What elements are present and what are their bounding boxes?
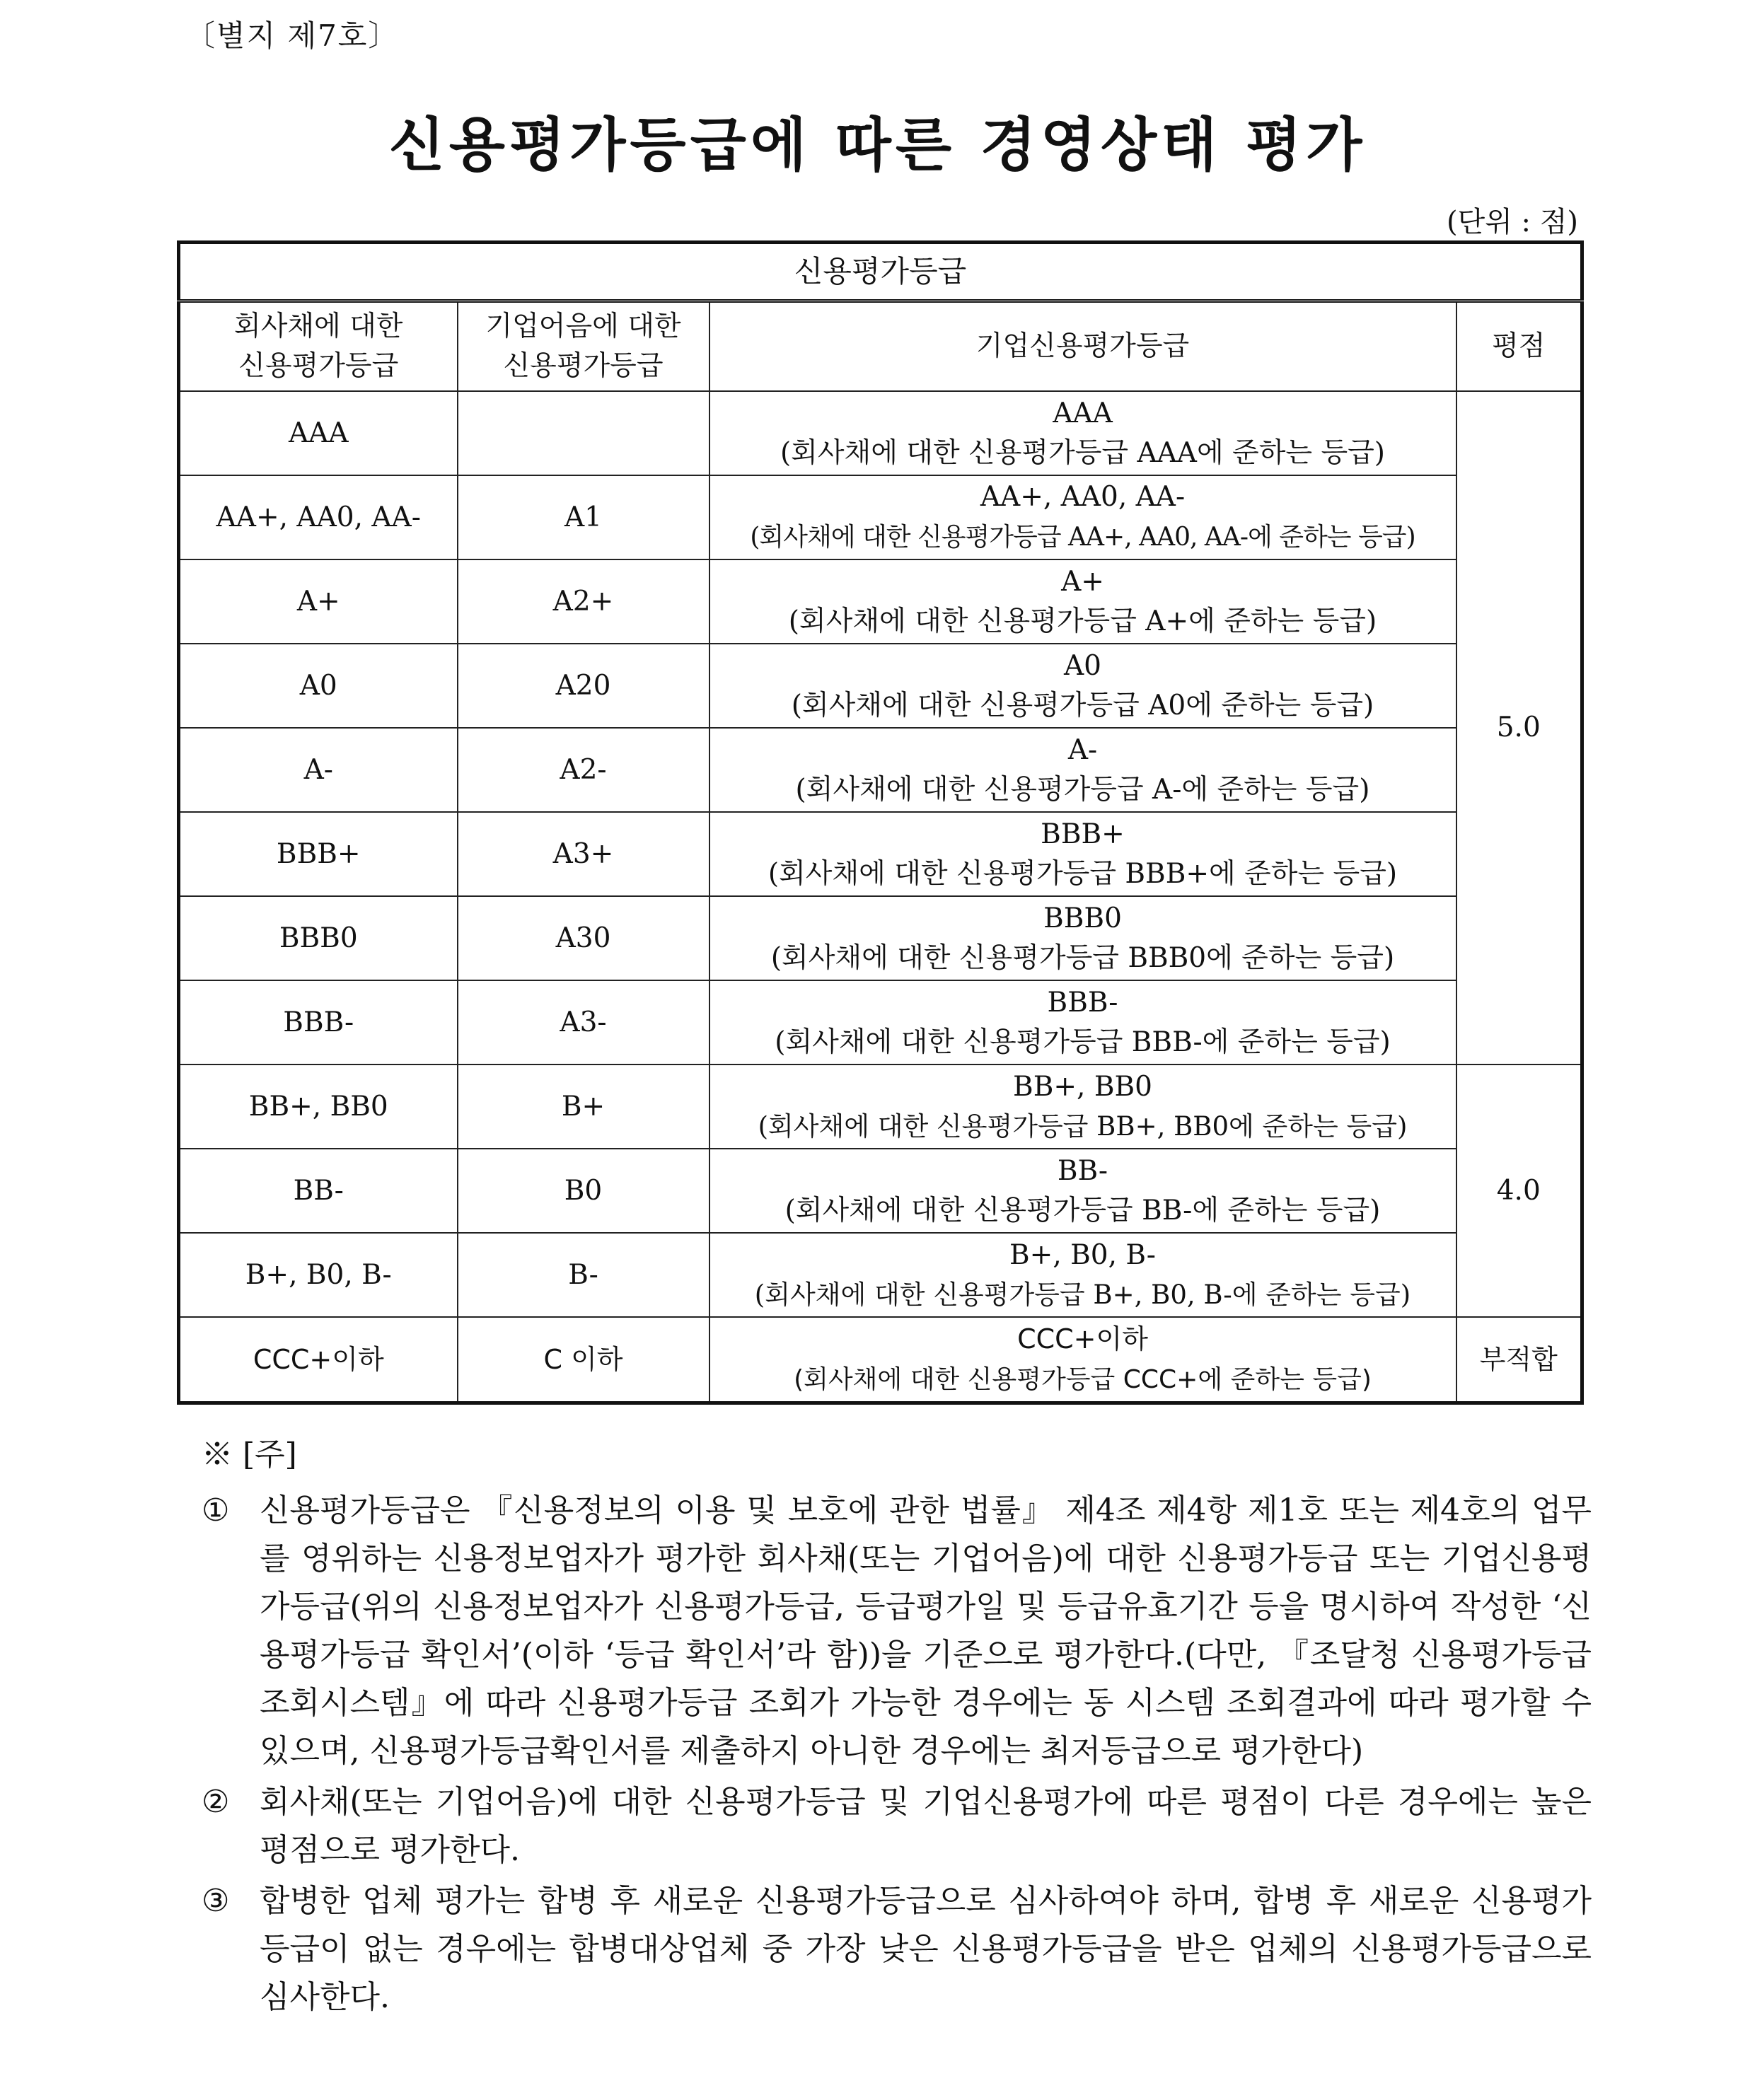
company-grade-cell — [709, 1233, 1456, 1317]
table-row — [179, 1317, 1582, 1403]
group-header: 신용평가등급 — [179, 243, 1582, 301]
bond-grade-cell: BB- — [179, 1149, 458, 1233]
grade-note: (회사채에 대한 신용평가등급 A-에 준하는 등급) — [795, 773, 1370, 806]
bond-grade-cell: BBB- — [179, 980, 458, 1064]
table-row — [179, 559, 1582, 644]
table-row — [179, 391, 1582, 475]
note-item — [202, 1877, 1592, 2021]
company-grade-cell — [709, 812, 1456, 896]
bond-grade-cell: AA+, AA0, AA- — [179, 475, 458, 559]
cp-grade-cell: A30 — [458, 896, 709, 980]
grade-value: AA+, AA0, AA- — [980, 481, 1186, 513]
score-cell: 5.0 — [1456, 391, 1582, 1064]
grade-value: CCC+이하 — [1017, 1323, 1148, 1354]
notes-heading: ※ [주] — [202, 1437, 297, 1473]
bond-grade-cell: A- — [179, 728, 458, 812]
grade-note: (회사채에 대한 신용평가등급 B+, B0, B-에 준하는 등급) — [754, 1279, 1411, 1310]
page-title: 신용평가등급에 따른 경영상태 평가 — [388, 111, 1367, 179]
table-row — [179, 1064, 1582, 1149]
grade-value: A- — [1067, 733, 1098, 766]
table-row — [179, 728, 1582, 812]
table-row — [179, 1149, 1582, 1233]
cp-grade-cell: C 이하 — [458, 1317, 709, 1403]
table-row — [179, 980, 1582, 1064]
note-number: ② — [202, 1784, 230, 1820]
grade-note: (회사채에 대한 신용평가등급 AA+, AA0, AA-에 준하는 등급) — [750, 523, 1415, 552]
score-cell: 4.0 — [1456, 1064, 1582, 1317]
grade-note: (회사채에 대한 신용평가등급 AAA에 준하는 등급) — [780, 436, 1386, 469]
unit-label: (단위 : 점) — [1446, 206, 1578, 238]
grade-note: (회사채에 대한 신용평가등급 A0에 준하는 등급) — [791, 689, 1374, 721]
annex-label: 〔별지 제7호〕 — [185, 18, 400, 53]
cp-grade-cell: A3+ — [458, 812, 709, 896]
grade-note: (회사채에 대한 신용평가등급 BBB+에 준하는 등급) — [768, 857, 1398, 890]
table-row — [179, 475, 1582, 559]
table-row — [179, 1233, 1582, 1317]
bond-grade-cell: CCC+이하 — [179, 1317, 458, 1403]
col-header-cp: 기업어음에 대한 신용평가등급 — [458, 301, 709, 392]
grade-value: BB+, BB0 — [1013, 1070, 1152, 1103]
grade-note: (회사채에 대한 신용평가등급 A+에 준하는 등급) — [788, 605, 1377, 637]
col-header-bond: 회사채에 대한 신용평가등급 — [179, 301, 458, 392]
note-item — [202, 1778, 1592, 1874]
table-row — [179, 812, 1582, 896]
grade-value: BBB- — [1047, 986, 1118, 1019]
grade-value: BB- — [1057, 1154, 1108, 1187]
grade-value: B+, B0, B- — [1009, 1238, 1156, 1271]
bond-grade-cell: BB+, BB0 — [179, 1064, 458, 1149]
note-text: 회사채(또는 기업어음)에 대한 신용평가등급 및 기업신용평가에 따른 평점이 다른 경우에는 높은 평점으로 평가한다. — [260, 1784, 1592, 1868]
col-header-score: 평점 — [1456, 301, 1582, 392]
grade-note: (회사채에 대한 신용평가등급 BBB0에 준하는 등급) — [770, 941, 1395, 974]
bond-grade-cell: B+, B0, B- — [179, 1233, 458, 1317]
cp-grade-cell: A2+ — [458, 559, 709, 644]
note-text: 합병한 업체 평가는 합병 후 새로운 신용평가등급으로 심사하여야 하며, 합병 후 새로운 신용평가 등급이 없는 경우에는 합병대상업체 중 가장 낮은 신용평가등급을 받은 업체의 신용평가등급으로 심사한다. — [260, 1883, 1592, 2015]
credit-grade-table — [177, 240, 1584, 1405]
company-grade-cell — [709, 1064, 1456, 1149]
grade-value: A0 — [1064, 649, 1101, 682]
grade-value: BBB0 — [1043, 902, 1122, 934]
bond-grade-cell: BBB+ — [179, 812, 458, 896]
grade-value: BBB+ — [1041, 818, 1125, 850]
notes-section — [202, 1429, 1592, 2024]
note-text: 신용평가등급은 『신용정보의 이용 및 보호에 관한 법률』 제4조 제4항 제1호 또는 제4호의 업무를 영위하는 신용정보업자가 평가한 회사채(또는 기업어음)에 대한 신용평가등급 또는 기업신용평가등급(위의 신용정보업자가 신용평가등급, 등급평가일 및 등급유효기간 등을 명시하여 작성한 ‘신용평가등급 확인서’(이하 ‘등급 확인서’라 함))을 기준으로 평가한다.(다만, 『조달청 신용평가등급 조회시스템』에 따라 신용평가등급 조회가 가능한 경우에는 동 시스템 조회결과에 따라 평가할 수 있으며, 신용평가등급확인서를 제출하지 아니한 경우에는 최저등급으로 평가한다) — [260, 1492, 1592, 1769]
cp-grade-cell: A3- — [458, 980, 709, 1064]
grade-note: (회사채에 대한 신용평가등급 BBB-에 준하는 등급) — [775, 1026, 1391, 1058]
table-row — [179, 644, 1582, 728]
bond-grade-cell: AAA — [179, 391, 458, 475]
company-grade-cell — [709, 1317, 1456, 1403]
note-number: ③ — [202, 1883, 230, 1919]
company-grade-cell — [709, 896, 1456, 980]
bond-grade-cell: A0 — [179, 644, 458, 728]
company-grade-cell — [709, 475, 1456, 559]
bond-grade-cell: BBB0 — [179, 896, 458, 980]
cp-grade-cell — [458, 391, 709, 475]
grade-value: AAA — [1053, 397, 1113, 429]
bond-grade-cell: A+ — [179, 559, 458, 644]
col-header-company-grade: 기업신용평가등급 — [709, 301, 1456, 392]
company-grade-cell — [709, 644, 1456, 728]
company-grade-cell — [709, 559, 1456, 644]
cp-grade-cell: A20 — [458, 644, 709, 728]
company-grade-cell — [709, 980, 1456, 1064]
table-row — [179, 896, 1582, 980]
cp-grade-cell: A1 — [458, 475, 709, 559]
score-cell: 부적합 — [1456, 1317, 1582, 1403]
grade-note: (회사채에 대한 신용평가등급 BB+, BB0에 준하는 등급) — [758, 1110, 1408, 1142]
grade-value: A+ — [1061, 565, 1104, 598]
cp-grade-cell: B+ — [458, 1064, 709, 1149]
cp-grade-cell: B- — [458, 1233, 709, 1317]
company-grade-cell — [709, 728, 1456, 812]
company-grade-cell — [709, 1149, 1456, 1233]
note-number: ① — [202, 1492, 230, 1528]
note-item — [202, 1487, 1592, 1775]
grade-note: (회사채에 대한 신용평가등급 BB-에 준하는 등급) — [784, 1194, 1381, 1226]
cp-grade-cell: B0 — [458, 1149, 709, 1233]
grade-note: (회사채에 대한 신용평가등급 CCC+에 준하는 등급) — [794, 1365, 1372, 1394]
cp-grade-cell: A2- — [458, 728, 709, 812]
company-grade-cell — [709, 391, 1456, 475]
